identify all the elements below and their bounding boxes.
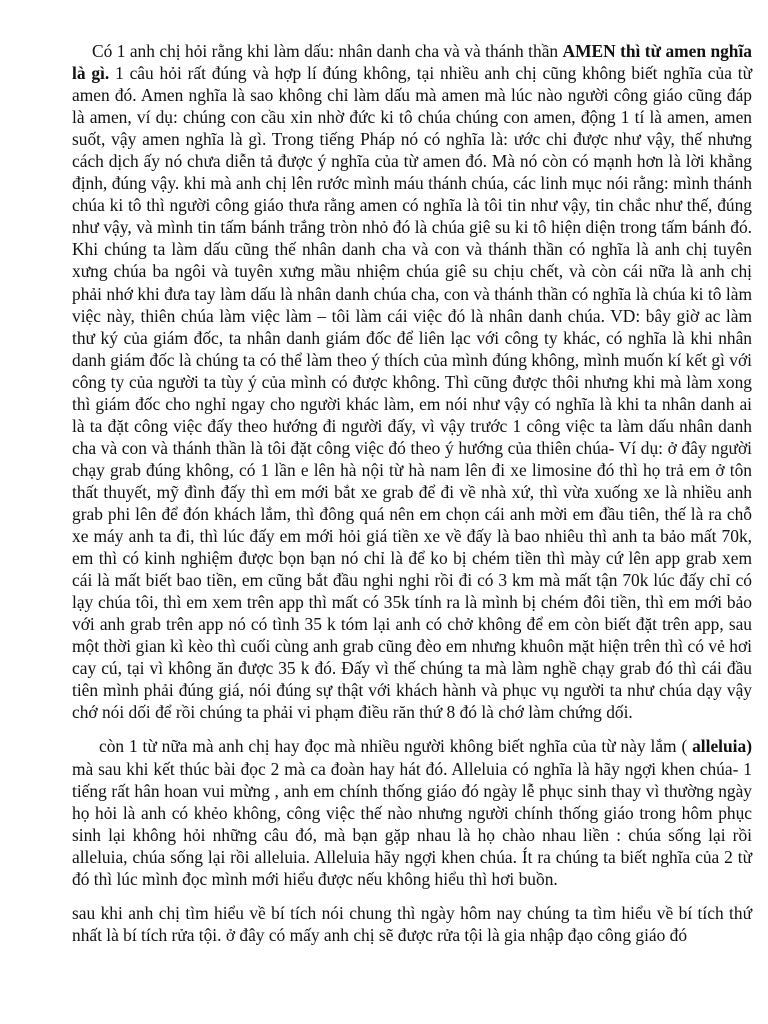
paragraph-alleluia-bold-word: alleluia) xyxy=(692,736,752,757)
paragraph-baptism-text: sau khi anh chị tìm hiểu về bí tích nói chung thì ngày hôm nay chúng ta tìm hiểu về bí tích thứ nhất là bí tích rửa tội. ở đây có mấy anh chị sẽ được rửa tội là gia nhập đạo công giáo đó xyxy=(72,902,752,945)
document-page xyxy=(72,40,752,946)
paragraph-alleluia xyxy=(72,735,752,889)
paragraph-alleluia-text-body: mà sau khi kết thúc bài đọc 2 mà ca đoàn hay hát đó. Alleluia có nghĩa là hãy ngợi khen chúa- 1 tiếng rất hân hoan vui mừng , anh em chính thống giáo đó ngày lễ phục sinh thay vì thường ngày họ hỏi là anh có khẻo không, công việc thế nào nhưng người chính thống giáo trong hôm phục sinh lại không hỏi những câu đó, mà bạn gặp nhau là họ chào nhau liền : chúa sống lại rồi alleluia, chúa sống lại rồi alleluia. Alleluia hãy ngợi khen chúa. Ít ra chúng ta biết nghĩa của 2 từ đó thì lúc mình đọc mình mới hiểu được nếu không hiểu thì hơi buồn. xyxy=(72,758,752,889)
paragraph-amen-bold-question: AMEN thì từ amen nghĩa là gì. xyxy=(72,41,753,84)
paragraph-amen xyxy=(72,40,752,723)
paragraph-baptism xyxy=(72,902,752,946)
paragraph-amen-text-start: Có 1 anh chị hỏi rằng khi làm dấu: nhân danh cha và và thánh thần xyxy=(92,41,563,61)
paragraph-amen-text-body: 1 câu hỏi rất đúng và hợp lí đúng không, tại nhiều anh chị cũng không biết nghĩa của từ amen đó. Amen nghĩa là sao không chỉ làm dấu mà amen mà lúc nào người công giáo cũng đáp là amen, ví dụ: chúng con cầu xin nhờ đức ki tô chúa chúng con amen, động 1 tí là amen, amen suốt, vậy amen nghĩa là gì. Trong tiếng Pháp nó có nghĩa là: ước chi được như vậy, thế nhưng cách dịch ấy nó chưa diễn tả được ý nghĩa của từ amen đó. Mà nó còn có mạnh hơn là lời khẳng định, đúng vậy. khi mà anh chị lên rước mình máu thánh chúa, các linh mục nói rằng: mình thánh chúa ki tô thì người công giáo thưa rằng amen có nghĩa là tôi tin như vậy, tin chắc như thế, đúng như vậy, và mình tin tấm bánh trắng tròn nhỏ đó là chúa giê su ki tô hiện diện trong tấm bánh đó. Khi chúng ta làm dấu cũng thế nhân danh cha và con và thánh thần có nghĩa là anh chị tuyên xưng chúa ba ngôi và tuyên xưng mầu nhiệm chúa giê su chịu chết, và còn cái nữa là anh chị phải nhớ khi đưa tay làm dấu là nhân danh chúa cha, con và thánh thần có nghĩa là chúa ki tô làm việc này, thiên chúa làm việc làm – tôi làm cái việc đó là nhân danh chúa. VD: bây giờ ac làm thư ký của giám đốc, ta nhân danh giám đốc để liên lạc với công ty khác, có nghĩa là khi nhân danh giám đốc là chúng ta có thể làm theo ý thích của mình đúng không, mình muốn kí kết gì với công ty của người ta tùy ý của mình có được không. Thì cũng được thôi nhưng khi mà làm xong thì giám đốc cho nghỉ ngay cho người khác làm, em nói như vậy có nghĩa là khi ta nhân danh ai là ta đặt công việc đấy theo hướng đi người đấy, vì vậy trước 1 công việc ta làm dấu nhân danh cha và con và thánh thần là tôi đặt công việc đó theo ý hướng của thiên chúa- Ví dụ: ở đây người chạy grab đúng không, có 1 lần e lên hà nội từ hà nam lên đi xe limosine đó thì họ trả em ở tôn thất thuyết, mỹ đình đấy thì em mới bắt xe grab để đi về nhà xứ, thì vừa xuống xe là nhiều anh grab phi lên để đón khách lắm, thì đông quá nên em chọn cái anh mời em đầu tiên, thế là ra chỗ xe máy anh ta đi, thì lúc đấy em mới hỏi giá tiền xe về đấy là bao nhiêu thì anh ta bảo mất 70k, em thì có kinh nghiệm được bọn bạn nó chỉ là để ko bị chém tiền thì mày cứ lên app grab xem cái là mất biết bao tiền, em cũng bắt đầu nghi nghi rồi đi có 3 km mà mất tận 70k lúc đấy chỉ có lạy chúa tôi, thì em xem trên app thì mất có 35k tính ra là mình bị chém đôi tiền, thì em mới bảo với anh grab trên app nó có tình 35 k tóm lại anh có chở không để em còn biết đặt trên app, sau một thời gian kì kèo thì cuối cùng anh grab cũng đèo em nhưng khuôn mặt hiện trên thì có vẻ hơi cay cú, tại vì không ăn được 35 k đó. Đấy vì thế chúng ta mà làm nghề chạy grab đó thì cái đầu tiên mình phải đúng giá, nói đúng sự thật với khách hành và phục vụ người ta như chúa dạy vậy chớ nói dối để rồi chúng ta phải vi phạm điều răn thứ 8 đó là chớ làm chứng dối. xyxy=(72,63,753,723)
paragraph-alleluia-text-start: còn 1 từ nữa mà anh chị hay đọc mà nhiều người không biết nghĩa của từ này lắm ( xyxy=(99,736,693,757)
